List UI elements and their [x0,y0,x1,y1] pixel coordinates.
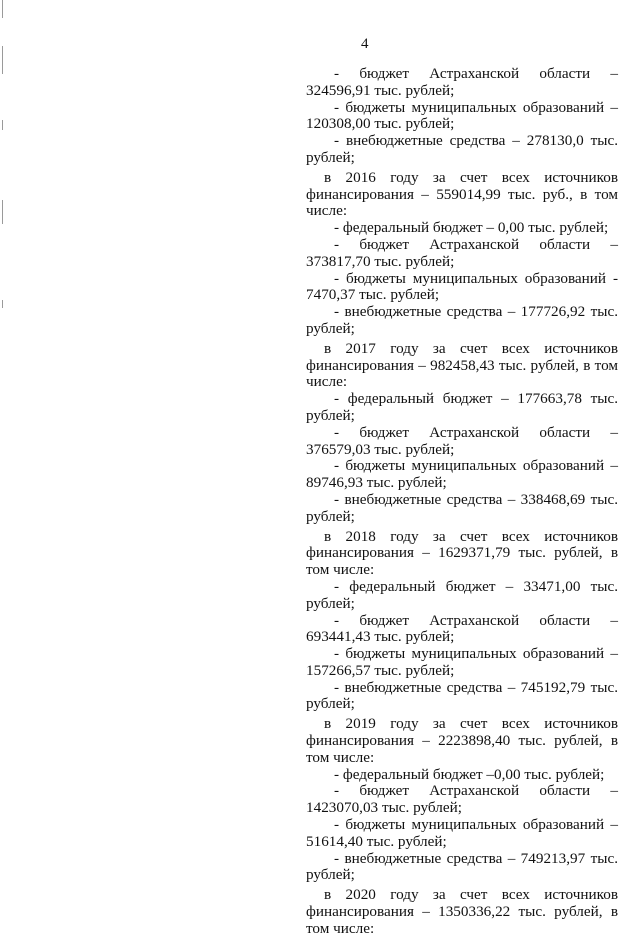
document-body [306,66,618,938]
page-number: 4 [361,36,369,52]
budget-line: - внебюджетные средства – 177726,92 тыс. рублей; [306,303,618,337]
scan-edge-mark [2,200,3,224]
budget-line: - бюджет Астраханской области – 324596,91 тыс. рублей; [306,65,618,99]
scan-edge-mark [2,300,3,308]
year-total-paragraph: в 2019 году за счет всех источников финансирования – 2223898,40 тыс. рублей, в том числе: [306,715,618,766]
budget-line: - внебюджетные средства – 278130,0 тыс. рублей; [306,132,618,166]
year-total-paragraph: в 2020 году за счет всех источников финансирования – 1350336,22 тыс. рублей, в том числе: [306,886,618,937]
year-total-paragraph: в 2018 году за счет всех источников финансирования – 1629371,79 тыс. рублей, в том числе: [306,527,618,579]
year-total-paragraph: в 2017 году за счет всех источников финансирования – 982458,43 тыс. рублей, в том числе: [306,339,618,391]
budget-line: - бюджеты муниципальных образований – 120308,00 тыс. рублей; [306,98,618,133]
budget-line: - бюджет Астраханской области – 693441,43 тыс. рублей; [306,611,618,646]
budget-line: - бюджеты муниципальных образований – 51614,40 тыс. рублей; [306,816,618,850]
scan-edge-mark [2,0,3,18]
budget-line: - бюджеты муниципальных образований - 7470,37 тыс. рублей; [306,269,618,304]
year-total-paragraph: в 2016 году за счет всех источников финансирования – 559014,99 тыс. руб., в том числе: [306,168,618,220]
budget-line: - федеральный бюджет – 0,00 тыс. рублей; [334,219,609,237]
budget-line: - федеральный бюджет –0,00 тыс. рублей; [334,765,605,783]
scan-edge-mark [2,120,3,130]
budget-line: - бюджет Астраханской области –1423070,03 тыс. рублей; [306,782,618,817]
budget-line: - внебюджетные средства – 745192,79 тыс. рублей; [306,678,618,713]
budget-line: - федеральный бюджет – 177663,78 тыс. рублей; [306,390,618,424]
budget-line: - бюджет Астраханской области – 373817,70 тыс. рублей; [306,235,618,270]
budget-line: - внебюджетные средства – 749213,97 тыс. рублей; [306,849,618,884]
budget-line: - федеральный бюджет – 33471,00 тыс. рублей; [306,577,618,612]
budget-line: - бюджеты муниципальных образований – 157266,57 тыс. рублей; [306,645,618,679]
budget-line: - бюджеты муниципальных образований – 89746,93 тыс. рублей; [306,457,618,492]
budget-line: - бюджет Астраханской области – 376579,03 тыс. рублей; [306,423,618,458]
budget-line: - внебюджетные средства – 338468,69 тыс. рублей; [306,490,618,525]
scan-edge-mark [2,46,3,74]
